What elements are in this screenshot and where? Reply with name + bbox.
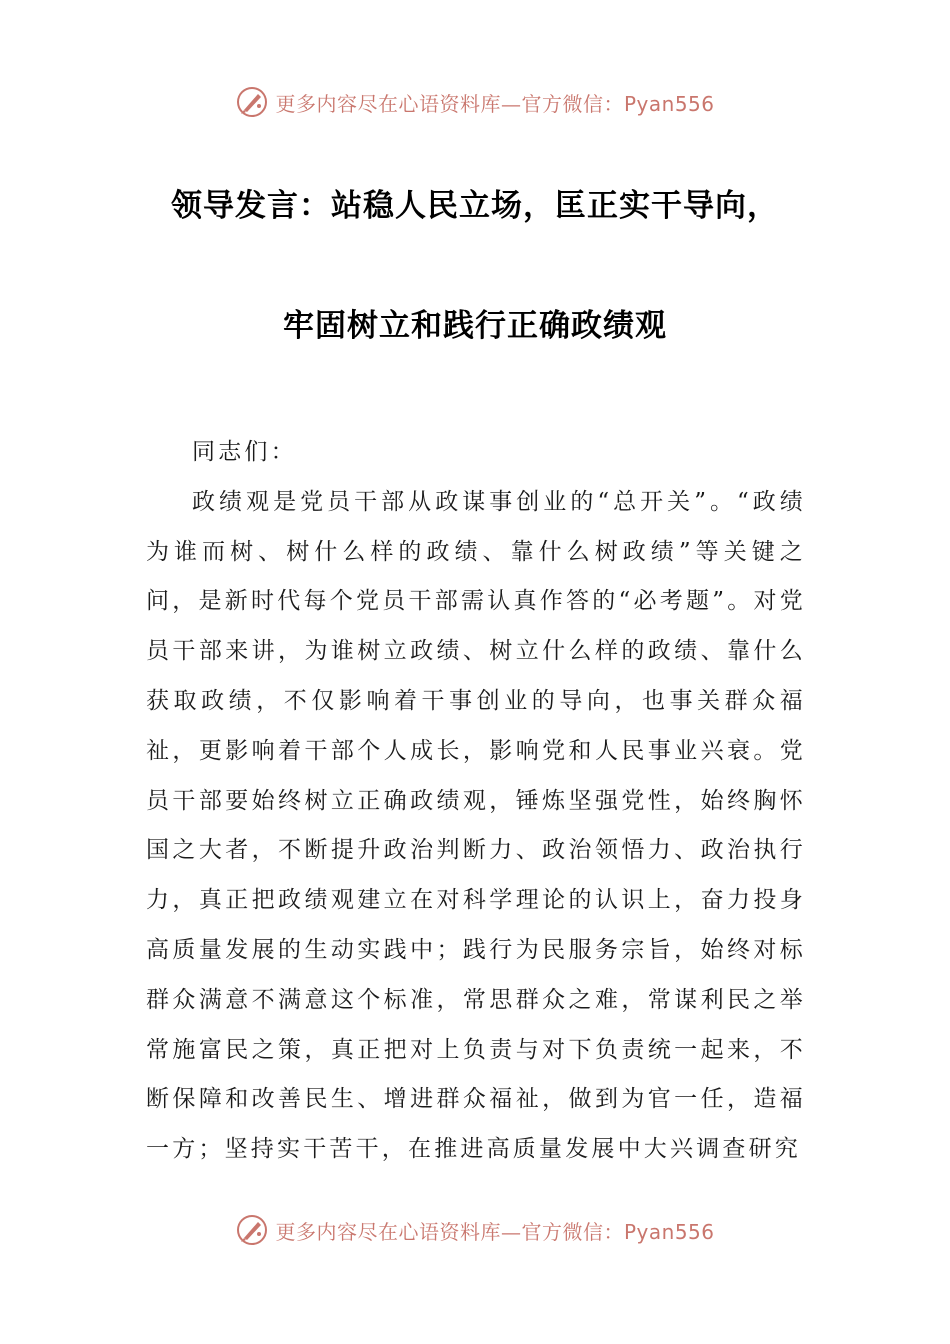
salutation: 同志们： xyxy=(192,439,297,465)
footer-watermark xyxy=(0,1210,950,1250)
header-watermark xyxy=(0,82,950,122)
watermark-label: 更多内容尽在心语资料库—官方微信： xyxy=(275,1219,624,1244)
document-body xyxy=(146,428,806,1175)
quill-logo-icon xyxy=(235,1213,269,1247)
watermark-wechat-id: Pyan556 xyxy=(623,1219,715,1244)
document-title-line-2: 牢固树立和践行正确政绩观 xyxy=(283,308,667,344)
document-title-line-1: 领导发言：站稳人民立场，匡正实干导向， xyxy=(171,188,779,224)
quill-logo-icon xyxy=(235,85,269,119)
body-paragraph: 政绩观是党员干部从政谋事创业的“总开关”。“政绩为谁而树、树什么样的政绩、靠什么树政绩”等关键之问，是新时代每个党员干部需认真作答的“必考题”。对党员干部来讲，为谁树立政绩、树立什么样的政绩、靠什么获取政绩，不仅影响着干事创业的导向，也事关群众福祉，更影响着干部个人成长，影响党和人民事业兴衰。党员干部要始终树立正确政绩观，锤炼坚强党性，始终胸怀国之大者，不断提升政治判断力、政治领悟力、政治执行力，真正把政绩观建立在对科学理论的认识上，奋力投身高质量发展的生动实践中；践行为民服务宗旨，始终对标群众满意不满意这个标准，常思群众之难，常谋利民之举常施富民之策，真正把对上负责与对下负责统一起来，不断保障和改善民生、增进群众福祉，做到为官一任，造福一方；坚持实干苦干，在推进高质量发展中大兴调查研究 xyxy=(146,488,806,1163)
watermark-wechat-id: Pyan556 xyxy=(623,91,715,116)
watermark-label: 更多内容尽在心语资料库—官方微信： xyxy=(275,91,624,116)
watermark-text xyxy=(275,88,714,117)
watermark-text xyxy=(275,1216,714,1245)
